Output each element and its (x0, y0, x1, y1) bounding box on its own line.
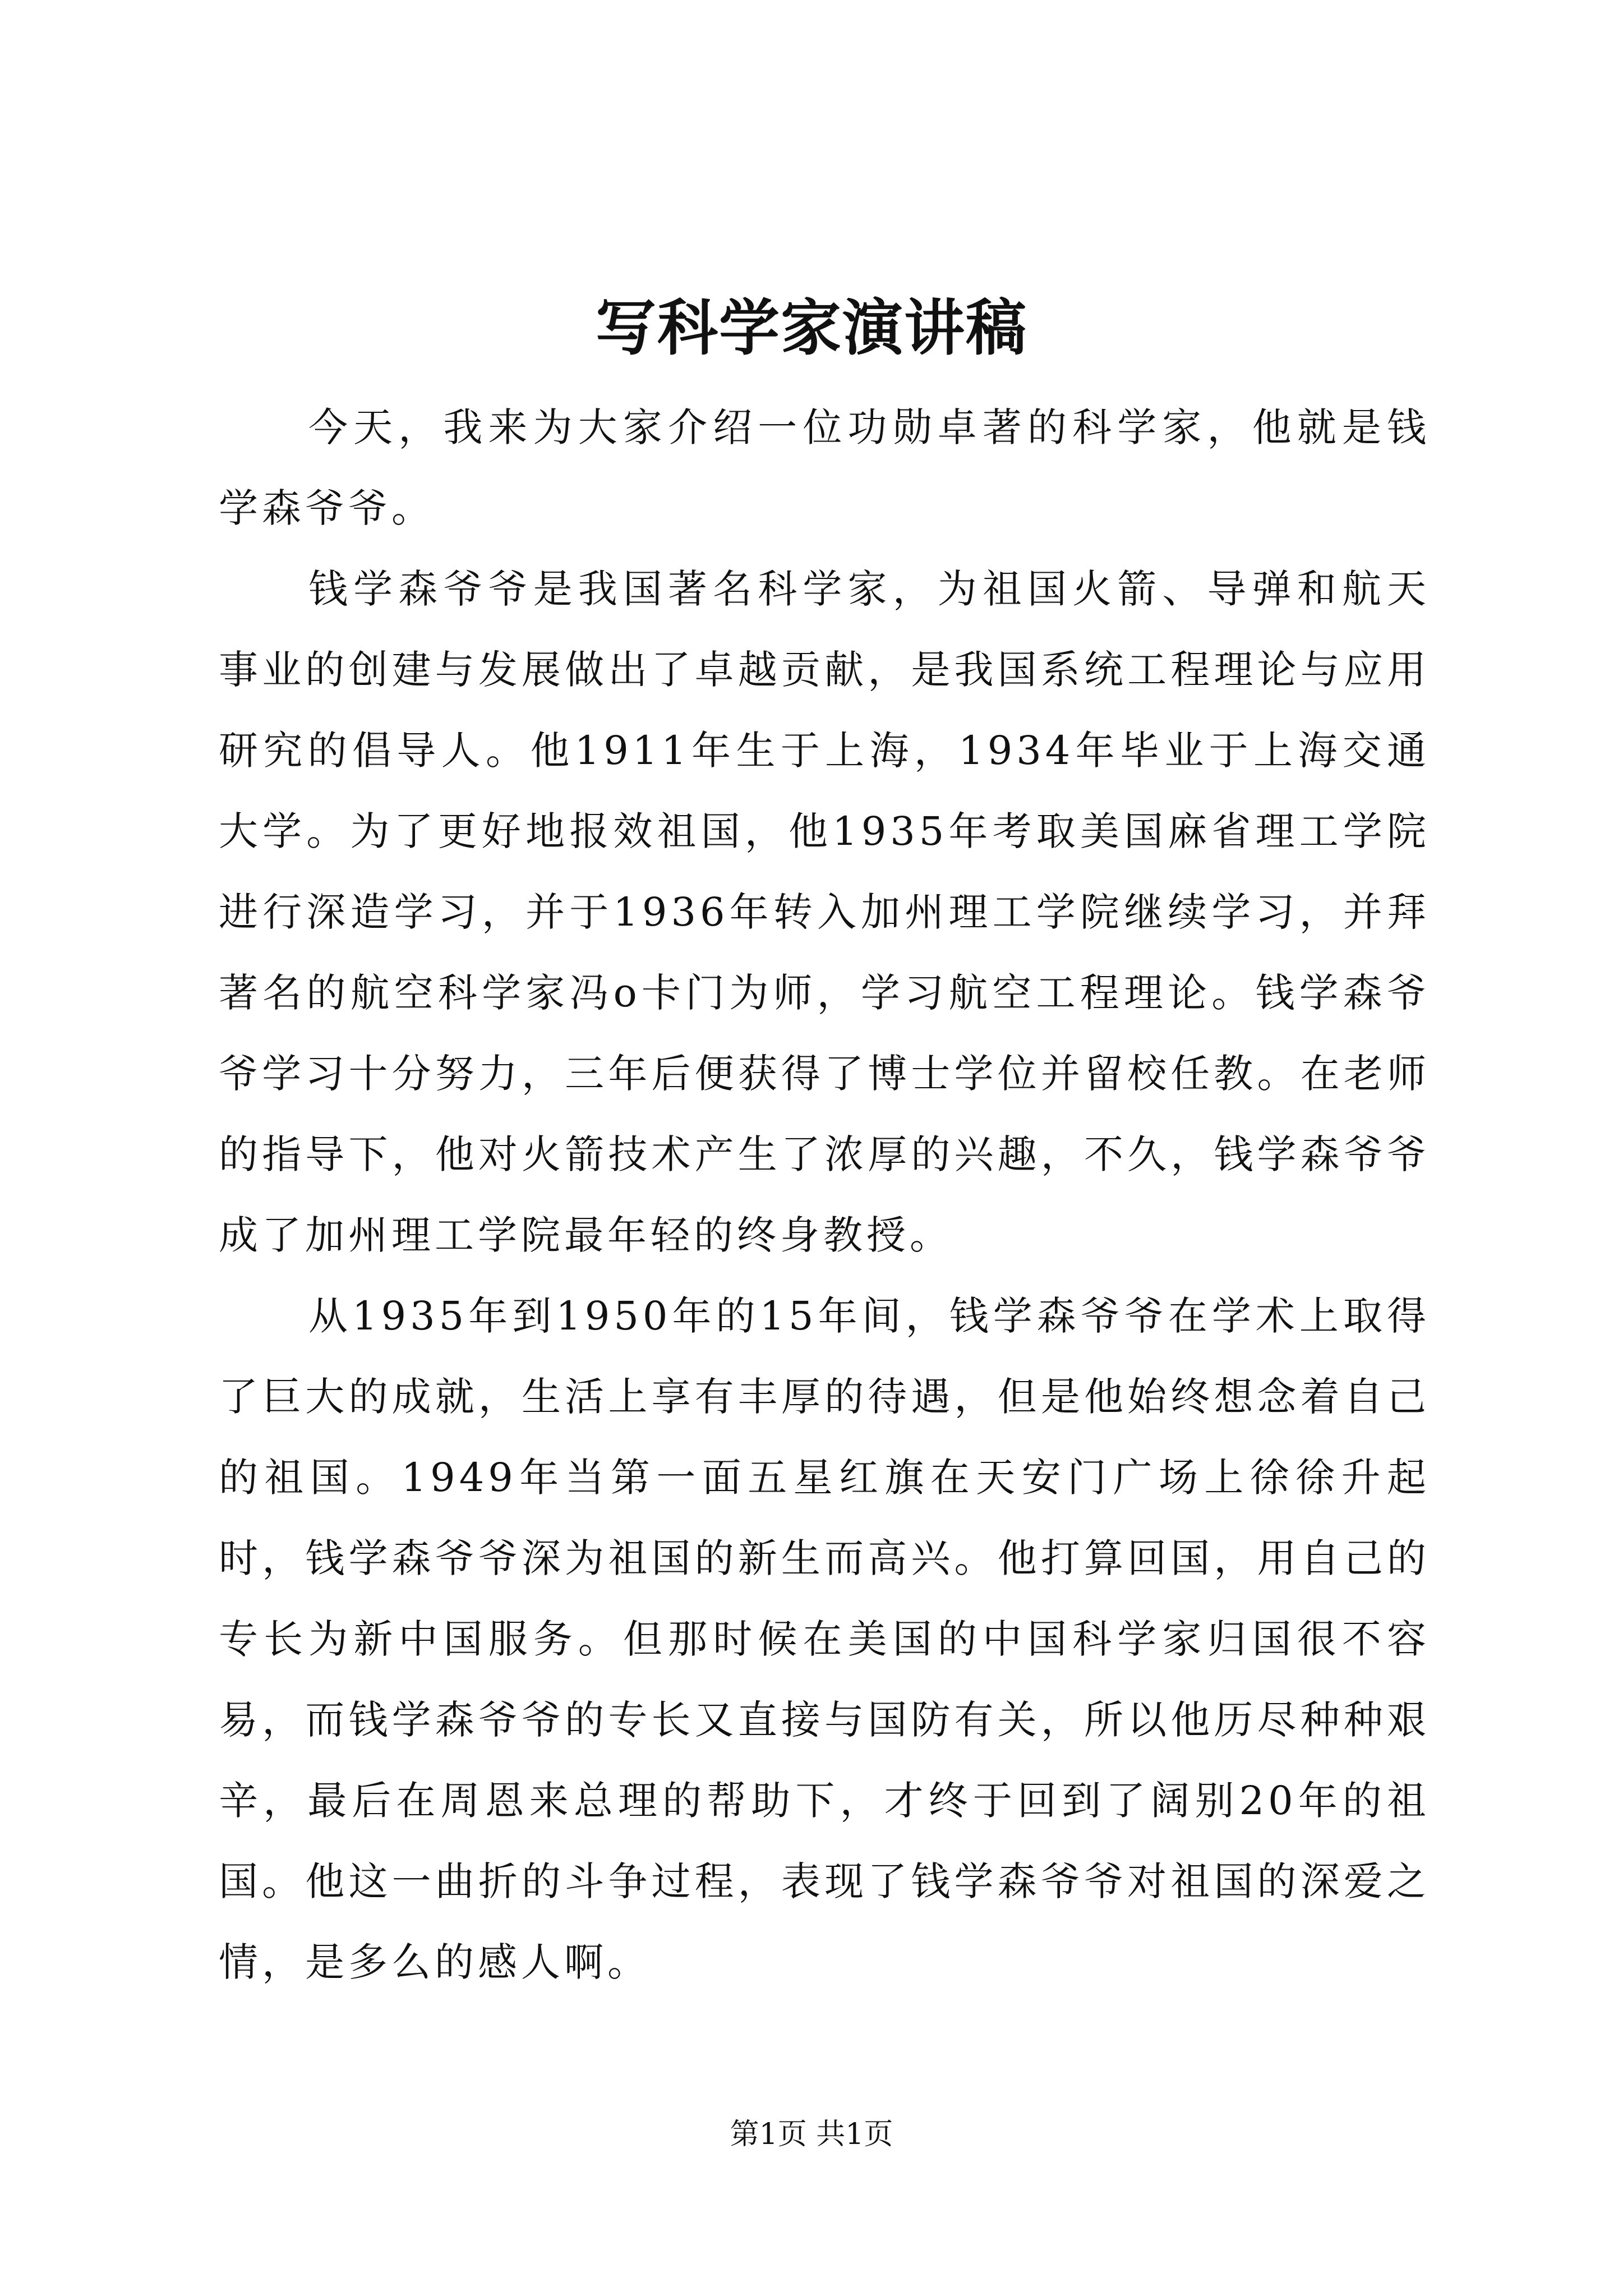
document-body (219, 387, 1430, 2003)
document-title: 写科学家演讲稿 (595, 293, 1027, 364)
paragraph-intro: 今天，我来为大家介绍一位功勋卓著的科学家，他就是钱学森爷爷。 (219, 404, 1430, 531)
page-footer: 第1页 共1页 (730, 2118, 893, 2151)
paragraph-return: 从1935年到1950年的15年间，钱学森爷爷在学术上取得了巨大的成就，生活上享有丰厚的待遇，但是他始终想念着自己的祖国。1949年当第一面五星红旗在天安门广场上徐徐升起时，钱学森爷爷深为祖国的新生而高兴。他打算回国，用自己的专长为新中国服务。但那时候在美国的中国科学家归国很不容易，而钱学森爷爷的专长又直接与国防有关，所以他历尽种种艰辛，最后在周恩来总理的帮助下，才终于回到了阔别20年的祖国。他这一曲折的斗争过程，表现了钱学森爷爷对祖国的深爱之情，是多么的感人啊。 (219, 1293, 1430, 1985)
paragraph-biography: 钱学森爷爷是我国著名科学家，为祖国火箭、导弹和航天事业的创建与发展做出了卓越贡献，是我国系统工程理论与应用研究的倡导人。他1911年生于上海，1934年毕业于上海交通大学。为了更好地报效祖国，他1935年考取美国麻省理工学院进行深造学习，并于1936年转入加州理工学院继续学习，并拜著名的航空科学家冯o卡门为师，学习航空工程理论。钱学森爷爷学习十分努力，三年后便获得了博士学位并留校任教。在老师的指导下，他对火箭技术产生了浓厚的兴趣，不久，钱学森爷爷成了加州理工学院最年轻的终身教授。 (219, 566, 1430, 1258)
